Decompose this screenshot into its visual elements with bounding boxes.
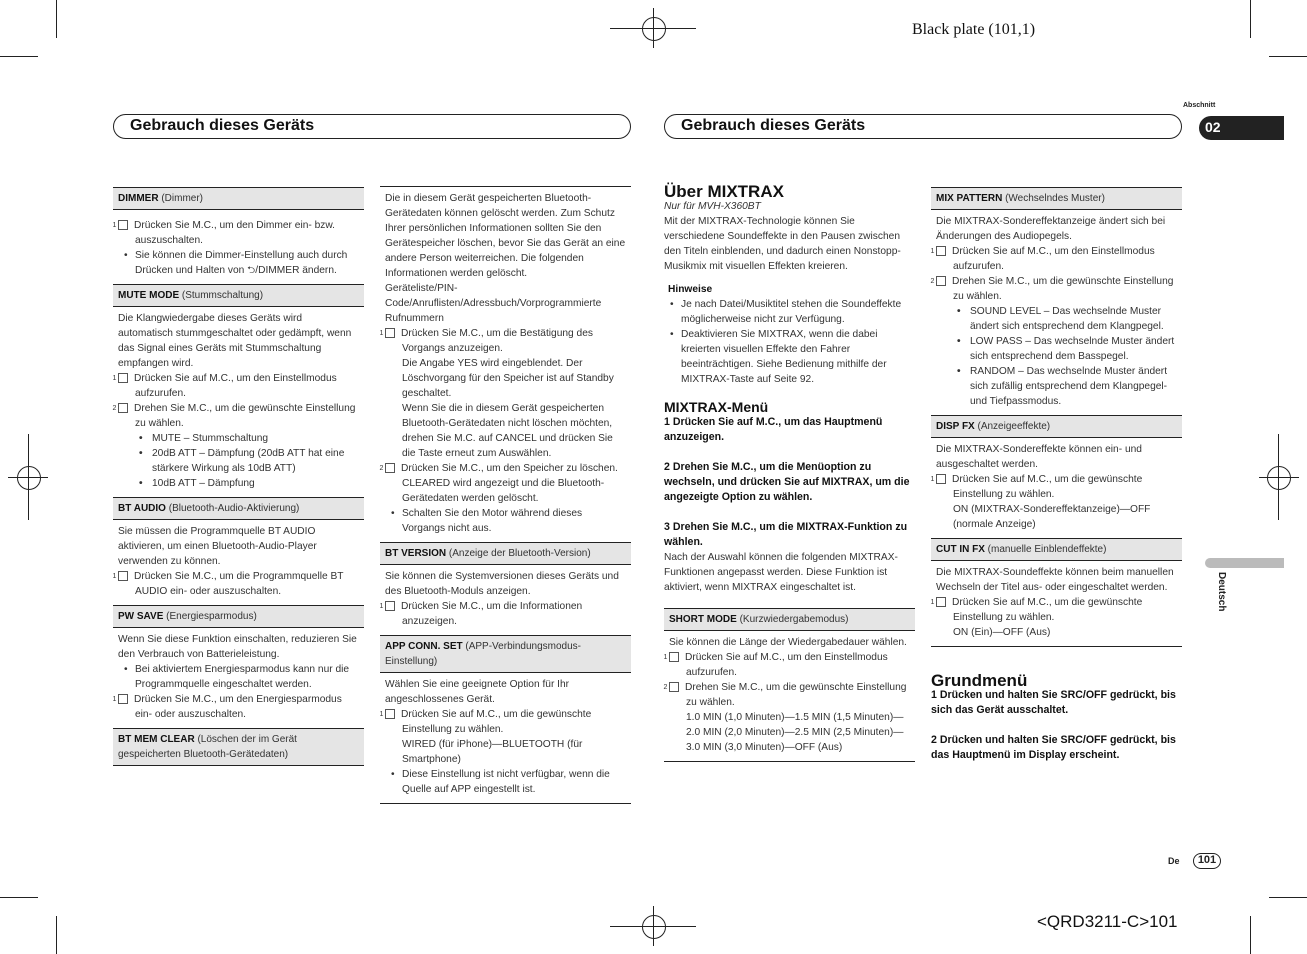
bullet: • Sie können die Dimmer-Einstellung auch durch Drücken und Halten von ⮌/DIMMER ändern. <box>118 248 359 278</box>
step <box>112 569 359 599</box>
setting-desc: (Löschen der im Gerät gespeicherten Bluetooth-Gerätedaten) <box>118 734 297 760</box>
section-label: Abschnitt <box>1183 102 1216 109</box>
setting-desc: (APP-Verbindungsmodus-Einstellung) <box>385 641 582 667</box>
notes-heading: Hinweise <box>668 284 713 295</box>
step-text: Drücken Sie M.C., um den Energiesparmodus ein- oder auszuschalten. <box>134 694 342 720</box>
section-title: Über MIXTRAX <box>664 182 784 201</box>
step <box>379 599 626 629</box>
sub-bullet: • SOUND LEVEL – Das wechselnde Muster ändert sich entsprechend dem Klangpegel. <box>936 304 1177 334</box>
step <box>663 680 910 710</box>
step-detail: CLEARED wird angezeigt und die Bluetooth-Gerätedaten werden gelöscht. <box>402 478 605 504</box>
setting-desc: (manuelle Einblendeffekte) <box>987 544 1107 555</box>
step <box>112 692 359 722</box>
step <box>930 472 1177 502</box>
step-number-icon: 1 <box>118 694 128 704</box>
column-2 <box>380 186 631 804</box>
step-detail: ON (MIXTRAX-Sondereffektanzeige)—OFF (normale Anzeige) <box>953 504 1151 530</box>
setting-name: CUT IN FX <box>936 544 985 555</box>
step-text: Drücken Sie M.C., um den Speicher zu löschen. <box>401 463 618 474</box>
setting-desc: (Dimmer) <box>161 193 203 204</box>
step-detail: Wenn Sie die in diesem Gerät gespeicherten Bluetooth-Gerätedaten nicht löschen möchten, drehen Sie M.C. auf CANCEL und drücken Sie die Taste erneut zum Auswählen. <box>402 403 613 459</box>
step-number-icon: 1 <box>385 328 395 338</box>
step-number-icon: 1 <box>385 709 395 719</box>
step-text: Drücken Sie M.C., um die Bestätigung des Vorgangs anzuzeigen. <box>401 328 593 354</box>
step-detail: WIRED (für iPhone)—BLUETOOTH (für Smartphone) <box>402 739 583 765</box>
step <box>379 461 626 476</box>
bullet: • Diese Einstellung ist nicht verfügbar, wenn die Quelle auf APP eingestellt ist. <box>385 767 626 797</box>
crop-mark <box>1269 56 1307 57</box>
procedure-step: 1 Drücken Sie auf M.C., um das Hauptmenü anzuzeigen. <box>664 416 883 443</box>
setting-name: APP CONN. SET <box>385 641 463 652</box>
setting-bar-bt-version <box>380 542 631 565</box>
crop-mark <box>1269 897 1307 898</box>
registration-circle <box>642 915 666 939</box>
step <box>112 371 359 401</box>
column-4 <box>931 187 1182 763</box>
print-code: <QRD3211-C>101 <box>1037 912 1178 931</box>
setting-name: BT MEM CLEAR <box>118 734 195 745</box>
chapter-title: Gebrauch dieses Geräts <box>130 117 315 134</box>
chapter-title: Gebrauch dieses Geräts <box>681 117 866 134</box>
procedure-step: 1 Drücken und halten Sie SRC/OFF gedrückt, bis sich das Gerät ausschaltet. <box>931 689 1176 716</box>
setting-bar-bt-mem-clear <box>113 728 364 766</box>
step-number-icon: 1 <box>936 474 946 484</box>
page-language: De <box>1168 856 1180 866</box>
step-number-icon: 2 <box>669 682 679 692</box>
registration-circle <box>1267 466 1291 490</box>
paragraph: Sie können die Systemversionen dieses Geräts und des Bluetooth-Moduls anzeigen. <box>385 571 619 597</box>
paragraph: Die MIXTRAX-Soundeffekte können beim manuellen Wechseln der Titel aus- oder eingeschaltet werden. <box>936 567 1174 593</box>
section-number: 02 <box>1205 119 1221 135</box>
sub-bullet: • 20dB ATT – Dämpfung (20dB ATT hat eine stärkere Wirkung als 10dB ATT) <box>118 446 359 476</box>
step <box>112 218 359 248</box>
crop-mark <box>56 0 57 38</box>
step-text: Drücken Sie M.C., um den Dimmer ein- bzw. auszuschalten. <box>134 220 335 246</box>
section-end <box>931 561 1182 647</box>
step-text: Drehen Sie M.C., um die gewünschte Einstellung zu wählen. <box>134 403 356 429</box>
procedure-step: 3 Drehen Sie M.C., um die MIXTRAX-Funktion zu wählen. <box>664 521 908 548</box>
setting-desc: (Stummschaltung) <box>181 290 264 301</box>
step-number-icon: 1 <box>936 597 946 607</box>
bullet: • Je nach Datei/Musiktitel stehen die Soundeffekte möglicherweise nicht zur Verfügung. <box>664 297 915 327</box>
crop-mark <box>1250 0 1251 38</box>
chapter-header-right <box>664 114 1182 139</box>
sub-bullet: • 10dB ATT – Dämpfung <box>118 476 359 491</box>
step <box>112 401 359 431</box>
step-text: Drücken Sie auf M.C., um die gewünschte Einstellung zu wählen. <box>952 597 1143 623</box>
sub-bullet: • RANDOM – Das wechselnde Muster ändert sich zufällig entsprechend dem Klangpegel- und Tiefpassmodus. <box>936 364 1177 409</box>
setting-desc: (Energiesparmodus) <box>166 611 257 622</box>
crop-mark <box>0 897 38 898</box>
setting-desc: (Wechselndes Muster) <box>1005 193 1105 204</box>
registration-circle <box>642 17 666 41</box>
crop-mark <box>1250 916 1251 954</box>
bullet: • Bei aktiviertem Energiesparmodus kann nur die Programmquelle eingeschaltet werden. <box>118 662 359 692</box>
model-note: Nur für MVH-X360BT <box>664 201 761 212</box>
bullet: • Schalten Sie den Motor während dieses Vorgangs nicht aus. <box>385 506 626 536</box>
step-text: Drücken Sie M.C., um die Programmquelle BT AUDIO ein- oder auszuschalten. <box>134 571 344 597</box>
column-1 <box>113 187 364 766</box>
procedure-step: 2 Drehen Sie M.C., um die Menüoption zu wechseln, und drücken Sie auf MIXTRAX, um die angezeigte Option zu wählen. <box>664 461 910 503</box>
paragraph: Die MIXTRAX-Sondereffekte können ein- und ausgeschaltet werden. <box>936 444 1142 470</box>
paragraph: Die Klangwiedergabe dieses Geräts wird automatisch stummgeschaltet oder gedämpft, wenn das Signal eines Geräts mit Stummschaltung empfangen wird. <box>118 313 352 369</box>
subsection-title: MIXTRAX-Menü <box>664 399 769 415</box>
paragraph: Die in diesem Gerät gespeicherten Bluetooth-Gerätedaten können gelöscht werden. Zum Schutz Ihrer persönlichen Informationen sollten Sie den Gerätespeicher löschen, bevor Sie das Gerät an eine andere Person weiterreichen. Die folgenden Informationen werden gelöscht. <box>385 193 626 279</box>
crop-mark <box>0 56 38 57</box>
step-detail: Die Angabe YES wird eingeblendet. Der Löschvorgang für den Speicher ist auf Standby geschaltet. <box>402 358 614 399</box>
step-text: Drücken Sie auf M.C., um die gewünschte Einstellung zu wählen. <box>401 709 592 735</box>
paragraph: Wählen Sie eine geeignete Option für Ihr angeschlossenes Gerät. <box>385 679 570 705</box>
setting-name: BT AUDIO <box>118 503 166 514</box>
paragraph: Geräteliste/PIN-Code/Anruflisten/Adressbuch/Vorprogrammierte Rufnummern <box>385 283 602 324</box>
setting-bar-mix-pattern <box>931 187 1182 210</box>
step-number-icon: 2 <box>385 463 395 473</box>
step <box>379 326 626 356</box>
paragraph: Sie müssen die Programmquelle BT AUDIO aktivieren, um einen Bluetooth-Audio-Player verwenden zu können. <box>118 526 317 567</box>
section-end <box>664 631 915 762</box>
step-detail: ON (Ein)—OFF (Aus) <box>953 627 1051 638</box>
paragraph: Sie können die Länge der Wiedergabedauer wählen. <box>669 637 907 648</box>
sub-bullet: • MUTE – Stummschaltung <box>118 431 359 446</box>
step-number-icon: 1 <box>118 220 128 230</box>
sub-bullet: • LOW PASS – Das wechselnde Muster ändert sich entsprechend dem Basspegel. <box>936 334 1177 364</box>
procedure-step: 2 Drücken und halten Sie SRC/OFF gedrückt, bis das Hauptmenü im Display erscheint. <box>931 734 1176 761</box>
paragraph: Mit der MIXTRAX-Technologie können Sie verschiedene Soundeffekte in den Pausen zwischen den Titeln einblenden, und dadurch einen Nonstopp-Musikmix mit visuellen Effekten kreieren. <box>664 216 901 272</box>
step-number-icon: 1 <box>669 652 679 662</box>
section-number-tab <box>1199 116 1284 140</box>
setting-desc: (Bluetooth-Audio-Aktivierung) <box>168 503 300 514</box>
setting-name: DISP FX <box>936 421 975 432</box>
setting-bar-dimmer <box>113 187 364 210</box>
setting-name: MIX PATTERN <box>936 193 1003 204</box>
setting-name: MUTE MODE <box>118 290 180 301</box>
language-tab-bar <box>1205 558 1284 568</box>
step-text: Drehen Sie M.C., um die gewünschte Einstellung zu wählen. <box>952 276 1174 302</box>
setting-name: SHORT MODE <box>669 614 737 625</box>
chapter-header-left <box>113 114 631 139</box>
setting-name: BT VERSION <box>385 548 447 559</box>
step-number-icon: 1 <box>118 571 128 581</box>
setting-desc: (Anzeige der Bluetooth-Version) <box>448 548 591 559</box>
setting-bar-bt-audio <box>113 497 364 520</box>
step <box>663 650 910 680</box>
step-number-icon: 2 <box>118 403 128 413</box>
language-tab: Deutsch <box>1216 572 1227 612</box>
setting-name: DIMMER <box>118 193 159 204</box>
setting-bar-app-conn <box>380 635 631 673</box>
step <box>930 244 1177 274</box>
step-number-icon: 1 <box>118 373 128 383</box>
step-number-icon: 1 <box>936 246 946 256</box>
setting-desc: (Kurzwiedergabemodus) <box>739 614 849 625</box>
paragraph: Nach der Auswahl können die folgenden MIXTRAX-Funktionen angepasst werden. Diese Funktion ist aktiviert, wenn MIXTRAX eingeschaltet ist. <box>664 552 898 593</box>
registration-circle <box>17 466 41 490</box>
setting-bar-pw-save <box>113 605 364 628</box>
section-title: Grundmenü <box>931 671 1028 690</box>
step-number-icon: 1 <box>385 601 395 611</box>
step-text: Drücken Sie auf M.C., um die gewünschte Einstellung zu wählen. <box>952 474 1143 500</box>
step-detail: 1.0 MIN (1,0 Minuten)—1.5 MIN (1,5 Minuten)—2.0 MIN (2,0 Minuten)—2.5 MIN (2,5 Minuten)—3.0 MIN (3,0 Minuten)—OFF (Aus) <box>686 712 904 753</box>
step-text: Drücken Sie M.C., um die Informationen anzuzeigen. <box>401 601 583 627</box>
page-number: 101 <box>1193 853 1221 869</box>
step-text: Drücken Sie auf M.C., um den Einstellmodus aufzurufen. <box>952 246 1155 272</box>
step <box>930 595 1177 625</box>
step <box>930 274 1177 304</box>
setting-name: PW SAVE <box>118 611 164 622</box>
step-text: Drücken Sie auf M.C., um den Einstellmodus aufzurufen. <box>134 373 337 399</box>
setting-bar-short-mode <box>664 608 915 631</box>
plate-label: Black plate (101,1) <box>912 21 1036 38</box>
bullet: • Deaktivieren Sie MIXTRAX, wenn die dabei kreierten visuellen Effekte den Fahrer beeinträchtigen. Siehe Bedienung mithilfe der MIXTRAX-Taste auf Seite 92. <box>664 327 915 387</box>
paragraph: Wenn Sie diese Funktion einschalten, reduzieren Sie den Verbrauch von Batterieleistung. <box>118 634 357 660</box>
setting-desc: (Anzeigeeffekte) <box>977 421 1051 432</box>
step-text: Drehen Sie M.C., um die gewünschte Einstellung zu wählen. <box>685 682 907 708</box>
step-text: Drücken Sie auf M.C., um den Einstellmodus aufzurufen. <box>685 652 888 678</box>
crop-mark <box>56 916 57 954</box>
step <box>379 707 626 737</box>
column-3 <box>664 184 915 762</box>
setting-bar-cut-in-fx <box>931 538 1182 561</box>
setting-bar-disp-fx <box>931 415 1182 438</box>
setting-bar-mute <box>113 284 364 307</box>
section-end <box>380 673 631 804</box>
paragraph: Die MIXTRAX-Sondereffektanzeige ändert sich bei Änderungen des Audiopegels. <box>936 216 1166 242</box>
step-number-icon: 2 <box>936 276 946 286</box>
